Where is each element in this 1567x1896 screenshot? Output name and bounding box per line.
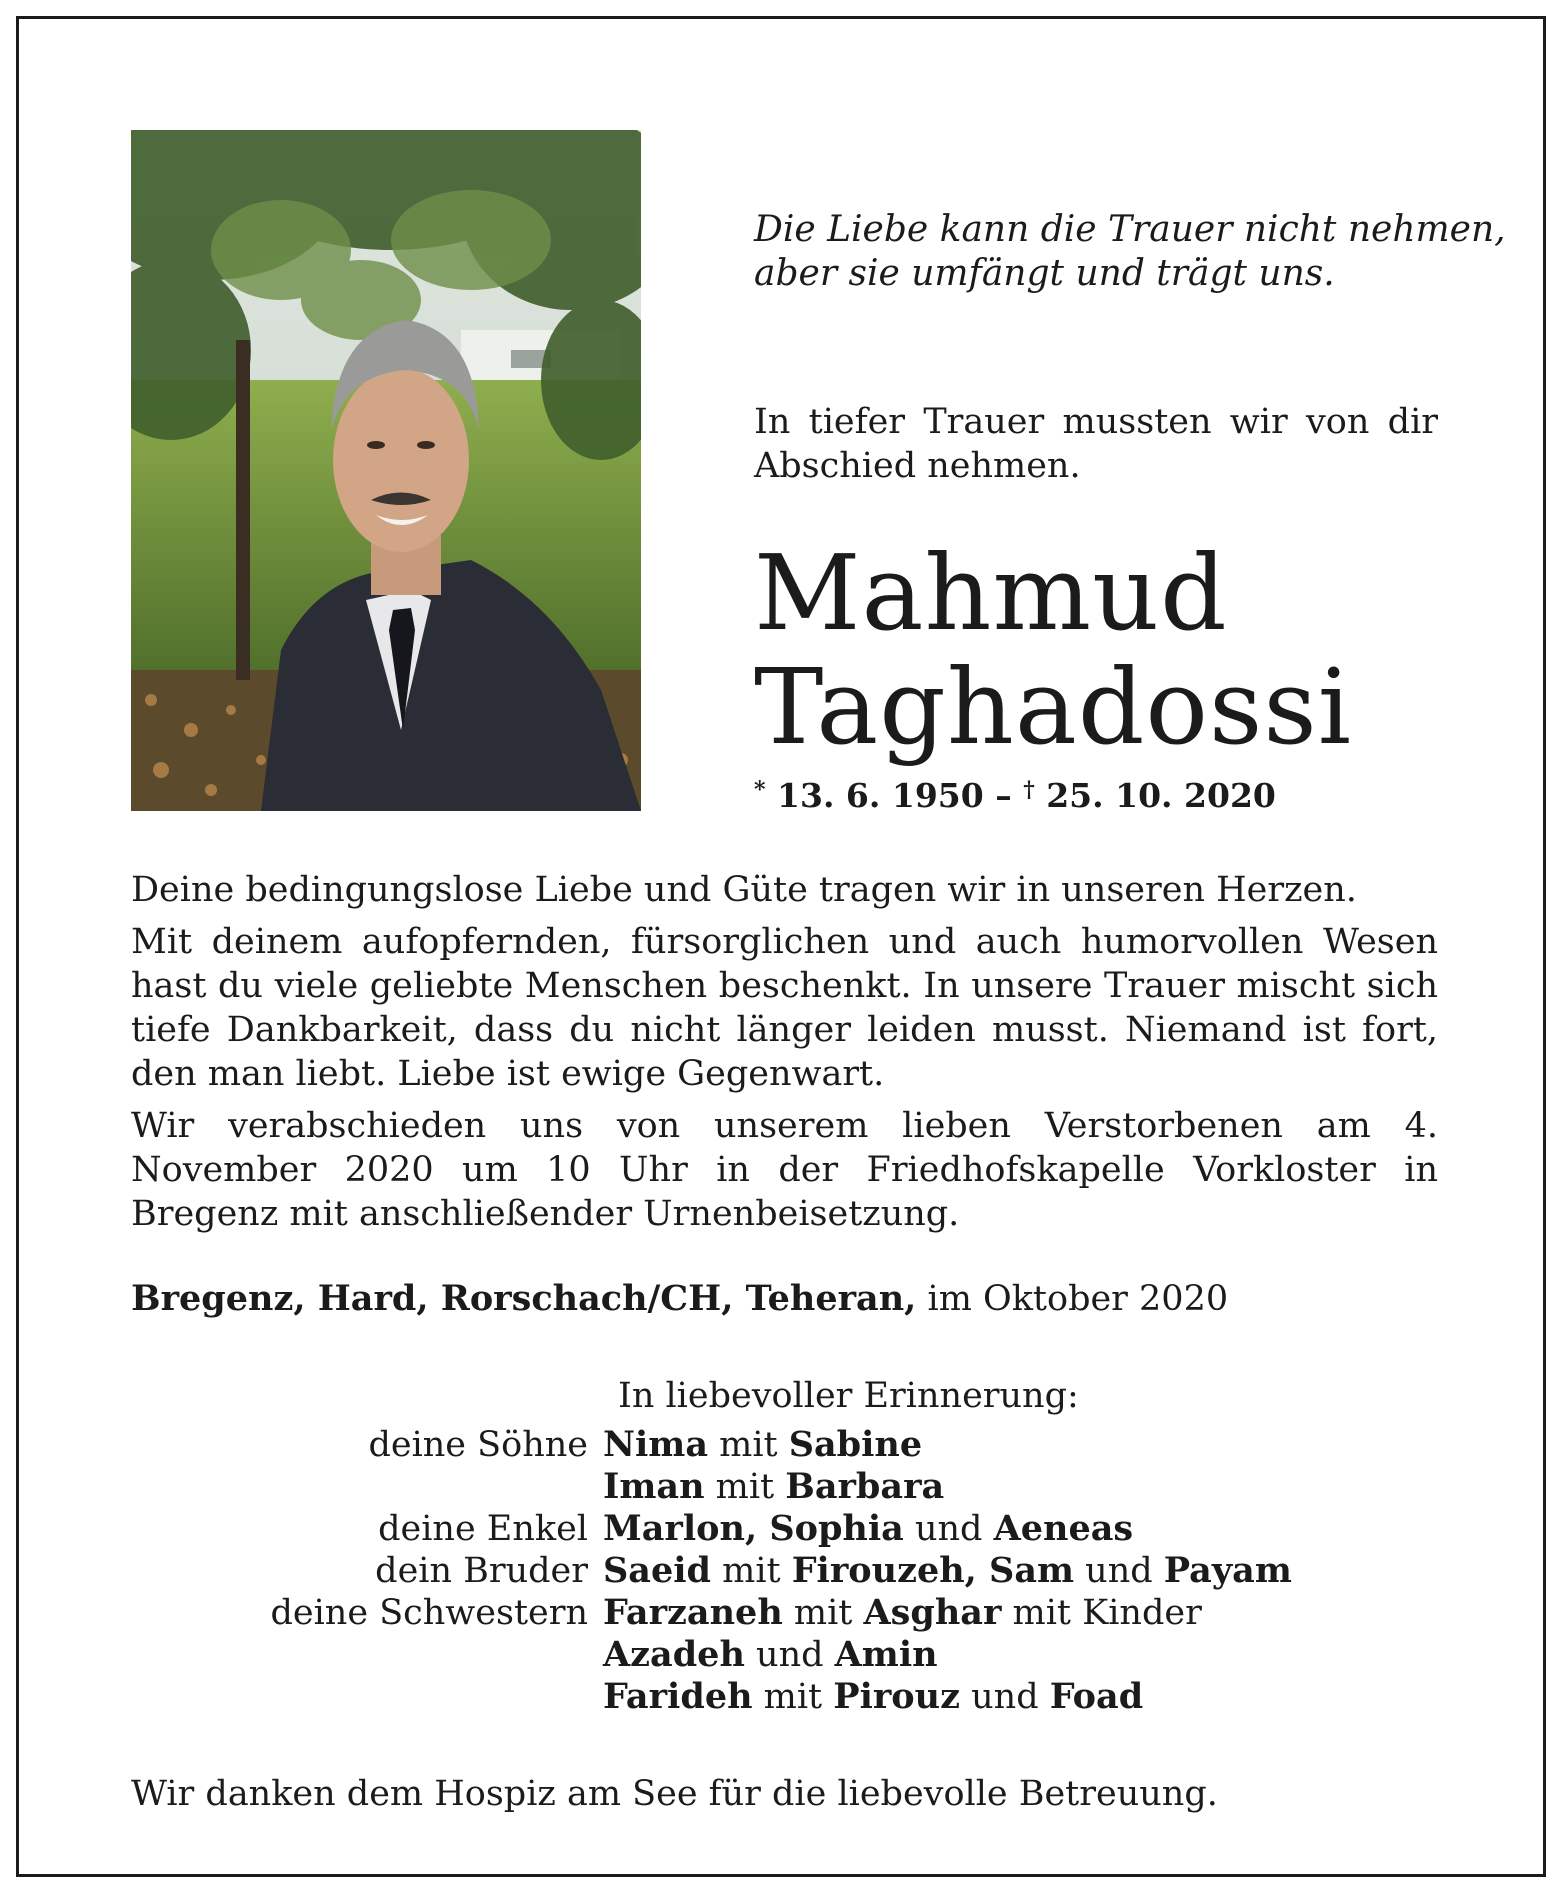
family-names [603,1634,938,1676]
family-names [603,1676,1143,1718]
family-name: Nima [603,1424,708,1465]
family-name: Barbara [785,1466,945,1507]
family-row [131,1508,1438,1550]
family-row [131,1592,1438,1634]
family-names [603,1466,944,1508]
family-row [131,1466,1438,1508]
family-connector: mit [708,1425,789,1465]
family-name: Farideh [603,1676,753,1717]
family-names [603,1592,1202,1634]
family-relation [131,1634,603,1676]
birth-date: 13. 6. 1950 [777,776,984,815]
family-names [603,1508,1133,1550]
death-symbol: † [1023,777,1035,803]
family-name: Iman [603,1466,705,1507]
family-row [131,1550,1438,1592]
family-connector: und [744,1635,835,1675]
life-dates [754,776,1276,815]
family-relation [131,1466,603,1508]
family-connector: mit Kinder [1001,1593,1202,1633]
first-name: Mahmud [754,532,1228,654]
family-row [131,1676,1438,1718]
family-list [131,1424,1438,1718]
family-connector: mit [752,1677,834,1717]
family-connector: mit [704,1467,786,1507]
family-row [131,1424,1438,1466]
family-relation: dein Bruder [375,1551,588,1591]
memory-title: In liebevoller Erinnerung: [618,1376,1079,1416]
intro-line-2: Abschied nehmen. [754,446,1081,486]
quote-line-2: aber sie umfängt und trägt uns. [754,253,1335,294]
family-name: Payam [1163,1550,1292,1591]
obituary-text [131,868,1438,1244]
deceased-name [754,532,1353,768]
quote [754,208,1506,296]
family-name: Firouzeh, Sam [791,1550,1075,1591]
family-relation: deine Söhne [368,1425,588,1465]
family-name: Farzaneh [603,1592,783,1633]
family-names [603,1550,1292,1592]
paragraph-2: Mit deinem aufopfernden, fürsorglichen und auch humorvollen Wesen hast du viele geliebte Menschen beschenkt. In unsere Trauer mischt sich tiefe Dankbarkeit, dass du nicht länger leiden musst. Niemand ist fort, den man liebt. Liebe ist ewige Gegenwart. [131,922,1438,1094]
family-relation: deine Enkel [378,1509,588,1549]
portrait-photo [131,130,641,811]
family-relation [131,1676,603,1718]
family-relation: deine Schwestern [270,1593,588,1633]
family-connector: mit [782,1593,864,1633]
paragraph-1: Deine bedingungslose Liebe und Güte tragen wir in unseren Herzen. [131,870,1357,910]
places-cities: Bregenz, Hard, Rorschach/CH, Teheran, [131,1278,917,1319]
family-name: Azadeh [603,1634,745,1675]
family-name: Asghar [863,1592,1002,1633]
death-date: 25. 10. 2020 [1046,776,1276,815]
thanks-line: Wir danken dem Hospiz am See für die liebevolle Betreuung. [131,1774,1218,1814]
family-name: Sabine [788,1424,923,1465]
family-name: Aeneas [993,1508,1134,1549]
family-connector: und [903,1509,994,1549]
family-name: Pirouz [833,1676,960,1717]
date-separator: – [995,776,1012,815]
family-row [131,1634,1438,1676]
birth-symbol: * [754,777,766,803]
places-line [131,1278,1228,1319]
last-name: Taghadossi [754,646,1353,768]
family-connector: und [959,1677,1050,1717]
family-connector: und [1074,1551,1164,1591]
places-date: im Oktober 2020 [927,1279,1229,1319]
intro-line-1: In tiefer Trauer mussten wir von dir [754,402,1438,442]
family-connector: mit [711,1551,792,1591]
family-names [603,1424,922,1466]
family-name: Saeid [603,1550,711,1591]
family-name: Marlon, Sophia [603,1508,904,1549]
family-name: Amin [834,1634,938,1675]
quote-line-1: Die Liebe kann die Trauer nicht nehmen, [754,209,1506,250]
paragraph-3: Wir verabschieden uns von unserem lieben Verstorbenen am 4. November 2020 um 10 Uhr in der Friedhofskapelle Vorkloster in Bregenz mit anschließender Urnenbeisetzung. [131,1106,1438,1234]
intro-text [754,400,1438,488]
family-name: Foad [1049,1676,1144,1717]
